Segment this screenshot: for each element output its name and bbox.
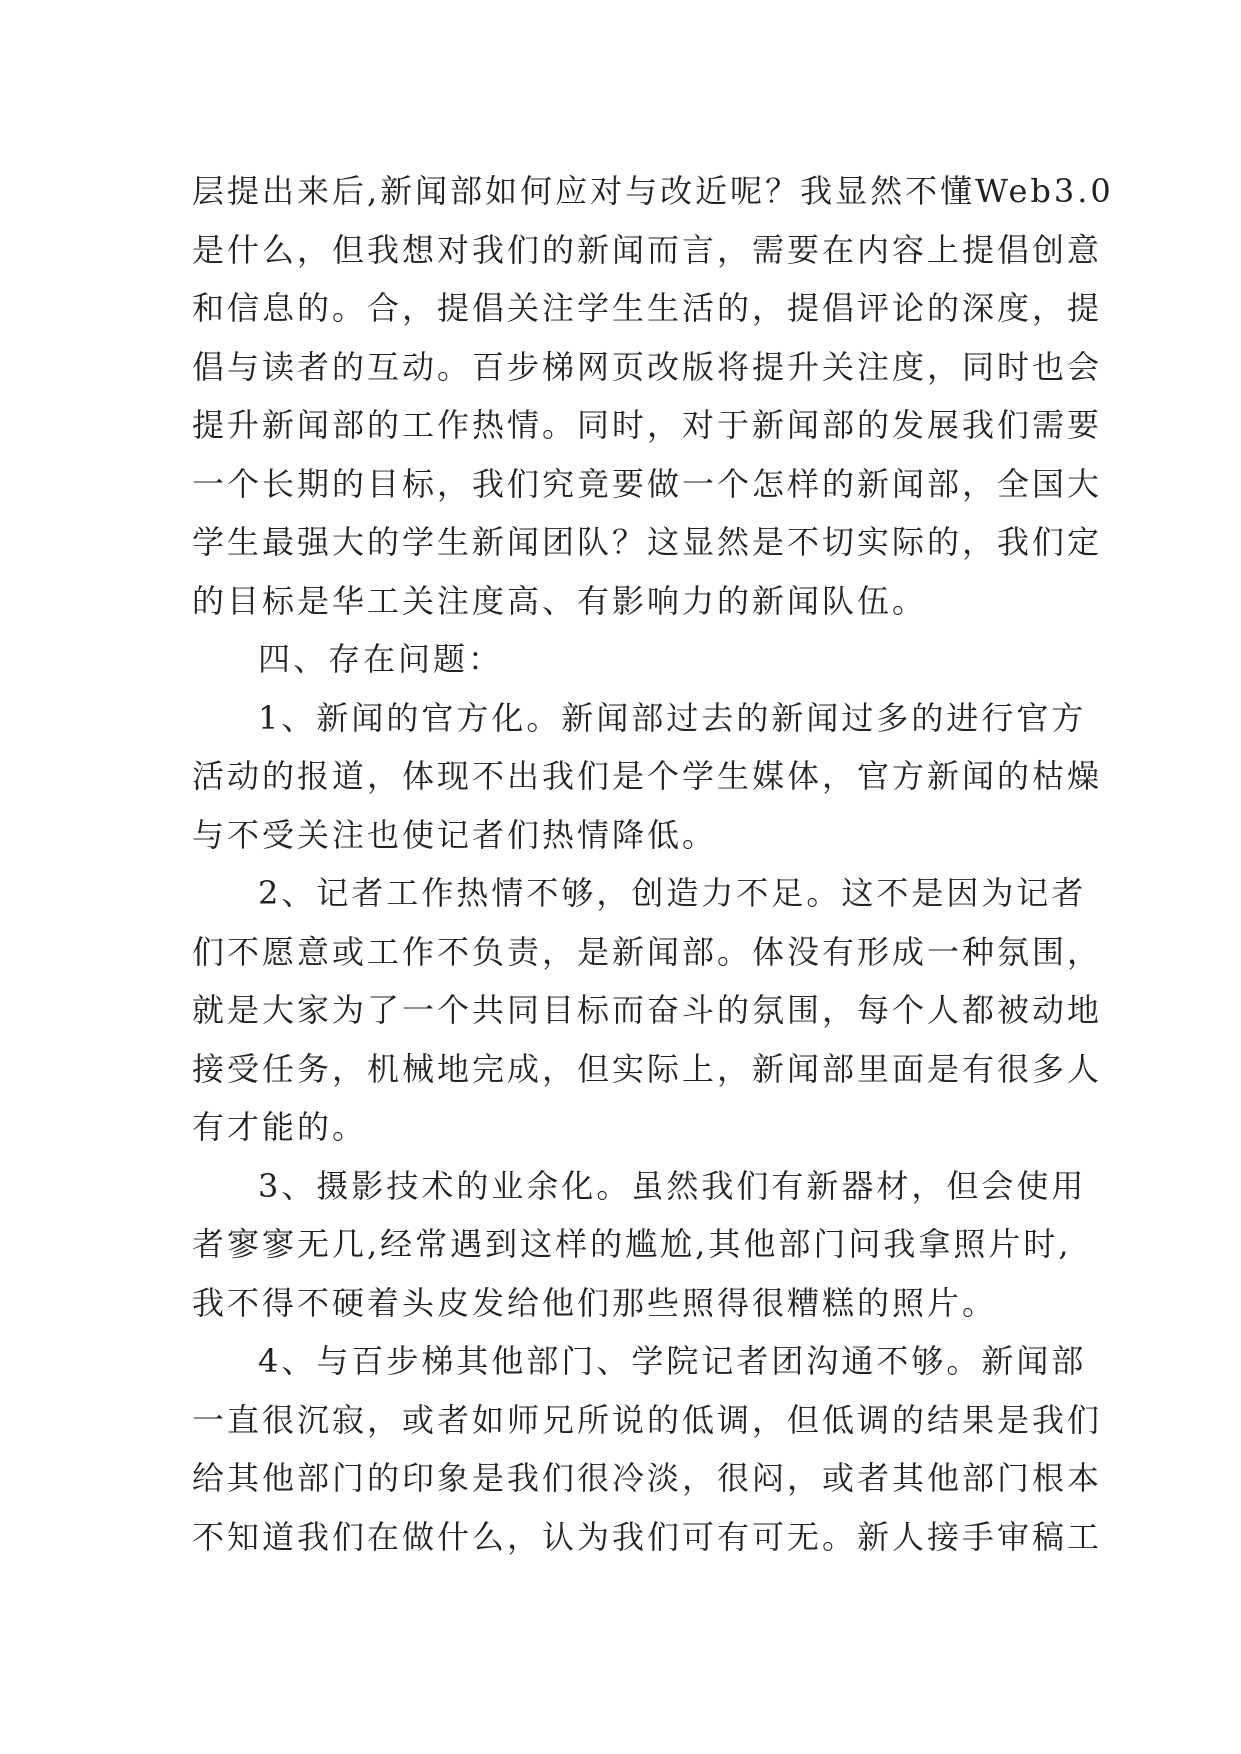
text-line: 就是大家为了一个共同目标而奋斗的氛围，每个人都被动地 bbox=[192, 991, 1103, 1029]
text-line: 有才能的。 bbox=[192, 1108, 368, 1146]
text-line: 接受任务，机械地完成，但实际上，新闻部里面是有很多人 bbox=[192, 1049, 1103, 1088]
text-line: 一直很沉寂，或者如师兄所说的低调，但低调的结果是我们 bbox=[192, 1400, 1103, 1439]
text-line: 的目标是华工关注度高、有影响力的新闻队伍。 bbox=[192, 581, 928, 620]
text-line: 层提出来后,新闻部如何应对与改近呢？我显然不懂Web3.0 bbox=[192, 172, 1114, 210]
text-line: 与不受关注也使记者们热情降低。 bbox=[192, 815, 718, 854]
text-line: 1、新闻的官方化。新闻部过去的新闻过多的进行官方 bbox=[258, 698, 1087, 737]
text-line: 不知道我们在做什么，认为我们可有可无。新人接手审稿工 bbox=[192, 1517, 1103, 1556]
text-line: 活动的报道，体现不出我们是个学生媒体，官方新闻的枯燥 bbox=[192, 757, 1103, 795]
document-body bbox=[192, 162, 1114, 1566]
text-line: 们不愿意或工作不负责，是新闻部。体没有形成一种氛围， bbox=[192, 932, 1103, 971]
text-line: 3、摄影技术的业余化。虽然我们有新器材，但会使用 bbox=[258, 1166, 1087, 1205]
text-line: 学生最强大的学生新闻团队？这显然是不切实际的，我们定 bbox=[192, 523, 1103, 561]
text-line: 我不得不硬着头皮发给他们那些照得很糟糕的照片。 bbox=[192, 1283, 998, 1322]
text-line: 4、与百步梯其他部门、学院记者团沟通不够。新闻部 bbox=[258, 1342, 1087, 1380]
text-line: 和信息的。合，提倡关注学生生活的，提倡评论的深度，提 bbox=[192, 289, 1103, 327]
text-line: 2、记者工作热情不够，创造力不足。这不是因为记者 bbox=[258, 874, 1087, 912]
text-line: 提升新闻部的工作热情。同时，对于新闻部的发展我们需要 bbox=[192, 406, 1103, 444]
text-line: 一个长期的目标，我们究竟要做一个怎样的新闻部，全国大 bbox=[192, 464, 1103, 503]
text-line: 倡与读者的互动。百步梯网页改版将提升关注度，同时也会 bbox=[192, 347, 1103, 386]
text-line: 是什么，但我想对我们的新闻而言，需要在内容上提倡创意 bbox=[192, 230, 1103, 269]
text-line: 四、存在问题： bbox=[258, 640, 504, 678]
text-line: 者寥寥无几,经常遇到这样的尴尬,其他部门问我拿照片时, bbox=[192, 1225, 1072, 1263]
text-line: 给其他部门的印象是我们很冷淡，很闷，或者其他部门根本 bbox=[192, 1459, 1103, 1497]
